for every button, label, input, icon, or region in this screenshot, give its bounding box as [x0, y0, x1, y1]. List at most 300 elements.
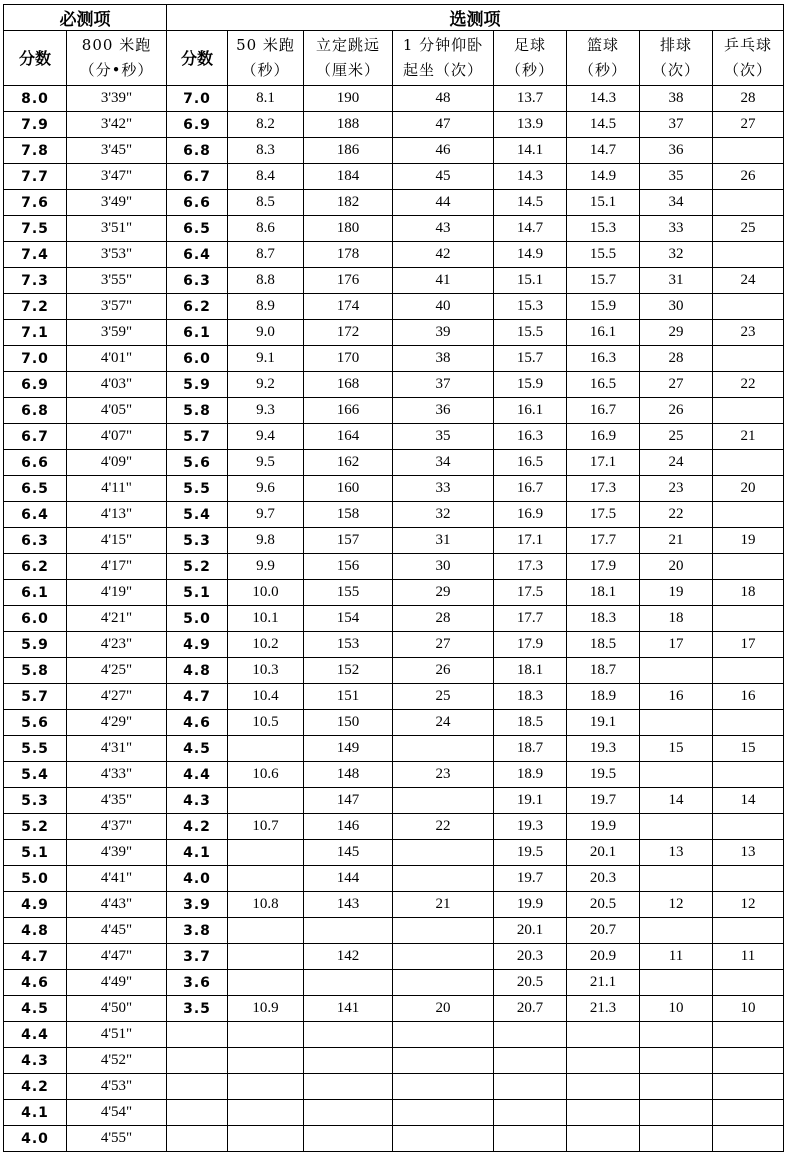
cell-long-jump: 164	[304, 424, 393, 450]
cell-situps	[393, 970, 494, 996]
cell-volleyball: 32	[640, 242, 713, 268]
cell-score-optional: 5.9	[167, 372, 228, 398]
cell-run-50m: 10.1	[228, 606, 304, 632]
cell-table-tennis: 27	[713, 112, 784, 138]
cell-run-800m: 4'05"	[67, 398, 167, 424]
cell-run-800m: 4'51"	[67, 1022, 167, 1048]
cell-situps	[393, 866, 494, 892]
cell-long-jump: 156	[304, 554, 393, 580]
cell-football: 14.7	[494, 216, 567, 242]
table-row	[4, 580, 784, 606]
cell-long-jump	[304, 1100, 393, 1126]
cell-basketball: 20.7	[567, 918, 640, 944]
cell-table-tennis: 11	[713, 944, 784, 970]
cell-run-800m: 3'59"	[67, 320, 167, 346]
table-row	[4, 840, 784, 866]
cell-basketball	[567, 1100, 640, 1126]
cell-table-tennis	[713, 190, 784, 216]
cell-football: 16.5	[494, 450, 567, 476]
cell-run-800m: 3'51"	[67, 216, 167, 242]
cell-situps: 48	[393, 86, 494, 112]
cell-run-50m: 10.5	[228, 710, 304, 736]
cell-score-required: 4.7	[4, 944, 67, 970]
cell-run-50m: 9.1	[228, 346, 304, 372]
cell-volleyball: 22	[640, 502, 713, 528]
cell-score-optional: 5.3	[167, 528, 228, 554]
cell-score-optional: 6.8	[167, 138, 228, 164]
cell-situps: 28	[393, 606, 494, 632]
cell-run-50m: 8.6	[228, 216, 304, 242]
cell-run-50m	[228, 970, 304, 996]
cell-football: 16.1	[494, 398, 567, 424]
cell-table-tennis: 18	[713, 580, 784, 606]
cell-volleyball	[640, 658, 713, 684]
cell-table-tennis	[713, 814, 784, 840]
cell-score-optional: 6.6	[167, 190, 228, 216]
cell-score-required: 6.8	[4, 398, 67, 424]
cell-basketball: 21.3	[567, 996, 640, 1022]
cell-football: 18.9	[494, 762, 567, 788]
cell-score-optional: 6.4	[167, 242, 228, 268]
cell-situps	[393, 788, 494, 814]
cell-volleyball: 23	[640, 476, 713, 502]
cell-situps: 32	[393, 502, 494, 528]
cell-basketball	[567, 1074, 640, 1100]
table-row	[4, 346, 784, 372]
cell-long-jump: 146	[304, 814, 393, 840]
cell-run-50m: 10.8	[228, 892, 304, 918]
cell-volleyball: 15	[640, 736, 713, 762]
cell-long-jump	[304, 1048, 393, 1074]
cell-football: 18.1	[494, 658, 567, 684]
cell-run-50m: 8.8	[228, 268, 304, 294]
cell-run-800m: 4'27"	[67, 684, 167, 710]
cell-run-50m	[228, 1074, 304, 1100]
cell-volleyball	[640, 762, 713, 788]
cell-situps: 43	[393, 216, 494, 242]
cell-score-optional	[167, 1126, 228, 1152]
cell-run-800m: 3'47"	[67, 164, 167, 190]
table-row	[4, 294, 784, 320]
cell-run-50m: 10.4	[228, 684, 304, 710]
cell-situps	[393, 1048, 494, 1074]
cell-basketball: 19.1	[567, 710, 640, 736]
cell-situps: 40	[393, 294, 494, 320]
cell-volleyball: 30	[640, 294, 713, 320]
table-row	[4, 1022, 784, 1048]
cell-long-jump	[304, 1074, 393, 1100]
cell-score-optional: 3.6	[167, 970, 228, 996]
cell-score-required: 6.3	[4, 528, 67, 554]
cell-run-50m: 9.4	[228, 424, 304, 450]
cell-long-jump: 168	[304, 372, 393, 398]
cell-score-optional: 6.9	[167, 112, 228, 138]
cell-run-800m: 4'50"	[67, 996, 167, 1022]
cell-run-50m: 9.3	[228, 398, 304, 424]
cell-run-800m: 4'35"	[67, 788, 167, 814]
cell-run-800m: 4'15"	[67, 528, 167, 554]
cell-table-tennis: 12	[713, 892, 784, 918]
cell-long-jump: 170	[304, 346, 393, 372]
cell-situps: 37	[393, 372, 494, 398]
cell-score-optional: 4.2	[167, 814, 228, 840]
cell-long-jump: 149	[304, 736, 393, 762]
cell-run-800m: 4'23"	[67, 632, 167, 658]
cell-run-800m: 4'09"	[67, 450, 167, 476]
cell-run-800m: 4'37"	[67, 814, 167, 840]
cell-table-tennis	[713, 242, 784, 268]
cell-score-required: 6.7	[4, 424, 67, 450]
cell-run-50m	[228, 1022, 304, 1048]
cell-score-required: 6.0	[4, 606, 67, 632]
cell-long-jump: 153	[304, 632, 393, 658]
cell-situps: 25	[393, 684, 494, 710]
cell-basketball: 14.5	[567, 112, 640, 138]
table-row	[4, 996, 784, 1022]
cell-football: 20.1	[494, 918, 567, 944]
cell-football: 14.5	[494, 190, 567, 216]
cell-football: 17.3	[494, 554, 567, 580]
cell-run-50m	[228, 788, 304, 814]
cell-basketball: 17.5	[567, 502, 640, 528]
cell-football: 15.9	[494, 372, 567, 398]
cell-table-tennis	[713, 866, 784, 892]
table-row	[4, 528, 784, 554]
cell-run-800m: 4'11"	[67, 476, 167, 502]
cell-basketball: 14.7	[567, 138, 640, 164]
cell-run-800m: 4'03"	[67, 372, 167, 398]
cell-situps: 35	[393, 424, 494, 450]
cell-situps	[393, 1074, 494, 1100]
cell-volleyball: 25	[640, 424, 713, 450]
table-row	[4, 138, 784, 164]
cell-basketball: 19.9	[567, 814, 640, 840]
cell-basketball: 17.7	[567, 528, 640, 554]
cell-score-required: 5.3	[4, 788, 67, 814]
cell-basketball: 15.5	[567, 242, 640, 268]
cell-table-tennis: 13	[713, 840, 784, 866]
cell-volleyball	[640, 1126, 713, 1152]
cell-basketball: 16.5	[567, 372, 640, 398]
cell-basketball: 20.3	[567, 866, 640, 892]
cell-score-required: 7.4	[4, 242, 67, 268]
cell-long-jump: 157	[304, 528, 393, 554]
cell-football: 17.9	[494, 632, 567, 658]
cell-football: 18.7	[494, 736, 567, 762]
cell-score-required: 5.0	[4, 866, 67, 892]
cell-long-jump: 154	[304, 606, 393, 632]
cell-score-optional: 5.2	[167, 554, 228, 580]
cell-table-tennis	[713, 606, 784, 632]
cell-run-50m	[228, 1100, 304, 1126]
header-score-required: 分数	[4, 31, 67, 86]
cell-long-jump: 182	[304, 190, 393, 216]
cell-table-tennis: 28	[713, 86, 784, 112]
cell-run-800m: 3'49"	[67, 190, 167, 216]
cell-situps: 33	[393, 476, 494, 502]
cell-run-800m: 4'01"	[67, 346, 167, 372]
cell-long-jump: 166	[304, 398, 393, 424]
cell-table-tennis: 19	[713, 528, 784, 554]
cell-football	[494, 1126, 567, 1152]
cell-run-50m	[228, 1048, 304, 1074]
cell-score-optional: 3.5	[167, 996, 228, 1022]
cell-score-required: 5.9	[4, 632, 67, 658]
cell-volleyball: 38	[640, 86, 713, 112]
section-required: 必测项	[4, 5, 167, 31]
cell-long-jump: 142	[304, 944, 393, 970]
cell-score-required: 7.8	[4, 138, 67, 164]
cell-score-optional: 5.1	[167, 580, 228, 606]
cell-situps: 26	[393, 658, 494, 684]
cell-run-800m: 4'19"	[67, 580, 167, 606]
cell-situps: 21	[393, 892, 494, 918]
cell-basketball: 17.9	[567, 554, 640, 580]
cell-football: 16.9	[494, 502, 567, 528]
cell-volleyball: 19	[640, 580, 713, 606]
cell-volleyball: 35	[640, 164, 713, 190]
cell-football: 20.3	[494, 944, 567, 970]
cell-long-jump: 178	[304, 242, 393, 268]
cell-basketball	[567, 1048, 640, 1074]
cell-run-50m: 10.3	[228, 658, 304, 684]
table-row	[4, 320, 784, 346]
header-50m-run: 50 米跑 （秒）	[228, 31, 304, 86]
cell-run-800m: 4'25"	[67, 658, 167, 684]
cell-score-optional: 4.4	[167, 762, 228, 788]
cell-volleyball: 17	[640, 632, 713, 658]
cell-run-800m: 4'54"	[67, 1100, 167, 1126]
cell-score-required: 6.5	[4, 476, 67, 502]
cell-football: 14.3	[494, 164, 567, 190]
cell-score-optional: 6.2	[167, 294, 228, 320]
cell-run-800m: 4'13"	[67, 502, 167, 528]
cell-score-optional: 6.1	[167, 320, 228, 346]
cell-football: 15.5	[494, 320, 567, 346]
cell-volleyball: 28	[640, 346, 713, 372]
cell-score-optional	[167, 1048, 228, 1074]
cell-football: 19.7	[494, 866, 567, 892]
cell-run-50m: 9.7	[228, 502, 304, 528]
header-800m-run: 800 米跑 （分•秒）	[67, 31, 167, 86]
cell-score-optional: 6.3	[167, 268, 228, 294]
cell-basketball: 19.7	[567, 788, 640, 814]
cell-table-tennis: 14	[713, 788, 784, 814]
cell-volleyball	[640, 1048, 713, 1074]
cell-run-800m: 4'41"	[67, 866, 167, 892]
cell-football: 16.3	[494, 424, 567, 450]
cell-score-required: 4.5	[4, 996, 67, 1022]
cell-football	[494, 1074, 567, 1100]
cell-run-50m: 9.5	[228, 450, 304, 476]
cell-score-required: 5.7	[4, 684, 67, 710]
cell-score-required: 5.4	[4, 762, 67, 788]
table-row	[4, 372, 784, 398]
table-row	[4, 502, 784, 528]
cell-score-optional: 3.7	[167, 944, 228, 970]
cell-situps: 31	[393, 528, 494, 554]
table-row	[4, 554, 784, 580]
cell-situps	[393, 1126, 494, 1152]
cell-score-optional	[167, 1100, 228, 1126]
cell-score-required: 5.5	[4, 736, 67, 762]
cell-score-optional: 4.5	[167, 736, 228, 762]
cell-situps	[393, 736, 494, 762]
cell-run-50m: 8.5	[228, 190, 304, 216]
cell-football: 17.7	[494, 606, 567, 632]
cell-football: 19.5	[494, 840, 567, 866]
cell-run-50m	[228, 944, 304, 970]
header-standing-long-jump: 立定跳远 （厘米）	[304, 31, 393, 86]
cell-score-optional: 5.5	[167, 476, 228, 502]
cell-situps: 47	[393, 112, 494, 138]
cell-run-800m: 4'45"	[67, 918, 167, 944]
header-situps: 1 分钟仰卧 起坐（次）	[393, 31, 494, 86]
cell-basketball: 18.3	[567, 606, 640, 632]
cell-run-800m: 4'31"	[67, 736, 167, 762]
cell-situps: 38	[393, 346, 494, 372]
table-row	[4, 736, 784, 762]
table-row	[4, 450, 784, 476]
cell-run-50m	[228, 866, 304, 892]
cell-volleyball: 18	[640, 606, 713, 632]
cell-football: 18.3	[494, 684, 567, 710]
cell-volleyball: 14	[640, 788, 713, 814]
cell-football: 17.5	[494, 580, 567, 606]
cell-score-optional: 3.9	[167, 892, 228, 918]
table-row	[4, 892, 784, 918]
cell-table-tennis	[713, 658, 784, 684]
cell-volleyball: 10	[640, 996, 713, 1022]
cell-volleyball: 24	[640, 450, 713, 476]
table-row	[4, 788, 784, 814]
cell-score-optional: 5.4	[167, 502, 228, 528]
cell-score-required: 7.1	[4, 320, 67, 346]
cell-long-jump: 147	[304, 788, 393, 814]
table-row	[4, 866, 784, 892]
cell-volleyball	[640, 814, 713, 840]
cell-run-50m	[228, 736, 304, 762]
table-body	[4, 86, 784, 1152]
cell-football	[494, 1022, 567, 1048]
cell-volleyball: 27	[640, 372, 713, 398]
cell-long-jump: 176	[304, 268, 393, 294]
cell-run-50m: 8.4	[228, 164, 304, 190]
cell-run-800m: 4'43"	[67, 892, 167, 918]
cell-run-50m	[228, 918, 304, 944]
cell-run-800m: 4'29"	[67, 710, 167, 736]
cell-volleyball	[640, 1074, 713, 1100]
header-volleyball: 排球 （次）	[640, 31, 713, 86]
cell-run-800m: 4'33"	[67, 762, 167, 788]
cell-football: 18.5	[494, 710, 567, 736]
cell-long-jump: 151	[304, 684, 393, 710]
cell-run-800m: 4'49"	[67, 970, 167, 996]
cell-table-tennis: 26	[713, 164, 784, 190]
cell-score-optional: 7.0	[167, 86, 228, 112]
cell-score-required: 6.1	[4, 580, 67, 606]
cell-situps	[393, 1100, 494, 1126]
cell-football	[494, 1048, 567, 1074]
cell-long-jump: 160	[304, 476, 393, 502]
cell-situps: 27	[393, 632, 494, 658]
cell-run-800m: 3'53"	[67, 242, 167, 268]
cell-score-required: 6.2	[4, 554, 67, 580]
cell-basketball: 16.9	[567, 424, 640, 450]
table-row	[4, 710, 784, 736]
cell-score-required: 7.7	[4, 164, 67, 190]
table-row	[4, 86, 784, 112]
cell-run-800m: 4'17"	[67, 554, 167, 580]
cell-score-optional: 6.5	[167, 216, 228, 242]
cell-table-tennis	[713, 710, 784, 736]
cell-volleyball	[640, 866, 713, 892]
cell-volleyball: 20	[640, 554, 713, 580]
cell-situps: 20	[393, 996, 494, 1022]
cell-long-jump: 152	[304, 658, 393, 684]
cell-score-optional: 5.7	[167, 424, 228, 450]
cell-volleyball	[640, 970, 713, 996]
cell-run-800m: 4'55"	[67, 1126, 167, 1152]
cell-football: 14.9	[494, 242, 567, 268]
cell-long-jump: 155	[304, 580, 393, 606]
table-row	[4, 190, 784, 216]
cell-football: 19.9	[494, 892, 567, 918]
cell-football: 19.3	[494, 814, 567, 840]
cell-run-800m: 4'53"	[67, 1074, 167, 1100]
cell-long-jump: 188	[304, 112, 393, 138]
cell-basketball	[567, 1022, 640, 1048]
cell-run-800m: 4'07"	[67, 424, 167, 450]
cell-football: 16.7	[494, 476, 567, 502]
table-row	[4, 814, 784, 840]
cell-situps: 22	[393, 814, 494, 840]
cell-score-optional: 4.1	[167, 840, 228, 866]
cell-score-required: 4.4	[4, 1022, 67, 1048]
cell-volleyball: 29	[640, 320, 713, 346]
cell-volleyball: 11	[640, 944, 713, 970]
cell-football: 14.1	[494, 138, 567, 164]
cell-football: 15.7	[494, 346, 567, 372]
cell-score-required: 7.2	[4, 294, 67, 320]
cell-run-800m: 3'57"	[67, 294, 167, 320]
cell-basketball: 15.9	[567, 294, 640, 320]
cell-volleyball: 13	[640, 840, 713, 866]
table-row	[4, 684, 784, 710]
cell-long-jump: 180	[304, 216, 393, 242]
cell-table-tennis	[713, 1074, 784, 1100]
cell-run-50m	[228, 1126, 304, 1152]
cell-volleyball: 12	[640, 892, 713, 918]
cell-basketball: 17.3	[567, 476, 640, 502]
cell-score-optional	[167, 1074, 228, 1100]
cell-run-50m: 10.0	[228, 580, 304, 606]
cell-long-jump: 150	[304, 710, 393, 736]
cell-basketball: 16.7	[567, 398, 640, 424]
header-score-optional: 分数	[167, 31, 228, 86]
cell-long-jump: 172	[304, 320, 393, 346]
cell-score-required: 6.6	[4, 450, 67, 476]
table-row	[4, 944, 784, 970]
cell-situps: 36	[393, 398, 494, 424]
cell-long-jump: 145	[304, 840, 393, 866]
cell-table-tennis	[713, 918, 784, 944]
cell-score-optional: 4.6	[167, 710, 228, 736]
cell-basketball: 17.1	[567, 450, 640, 476]
table-row	[4, 970, 784, 996]
section-optional: 选测项	[167, 5, 784, 31]
cell-score-optional: 4.3	[167, 788, 228, 814]
